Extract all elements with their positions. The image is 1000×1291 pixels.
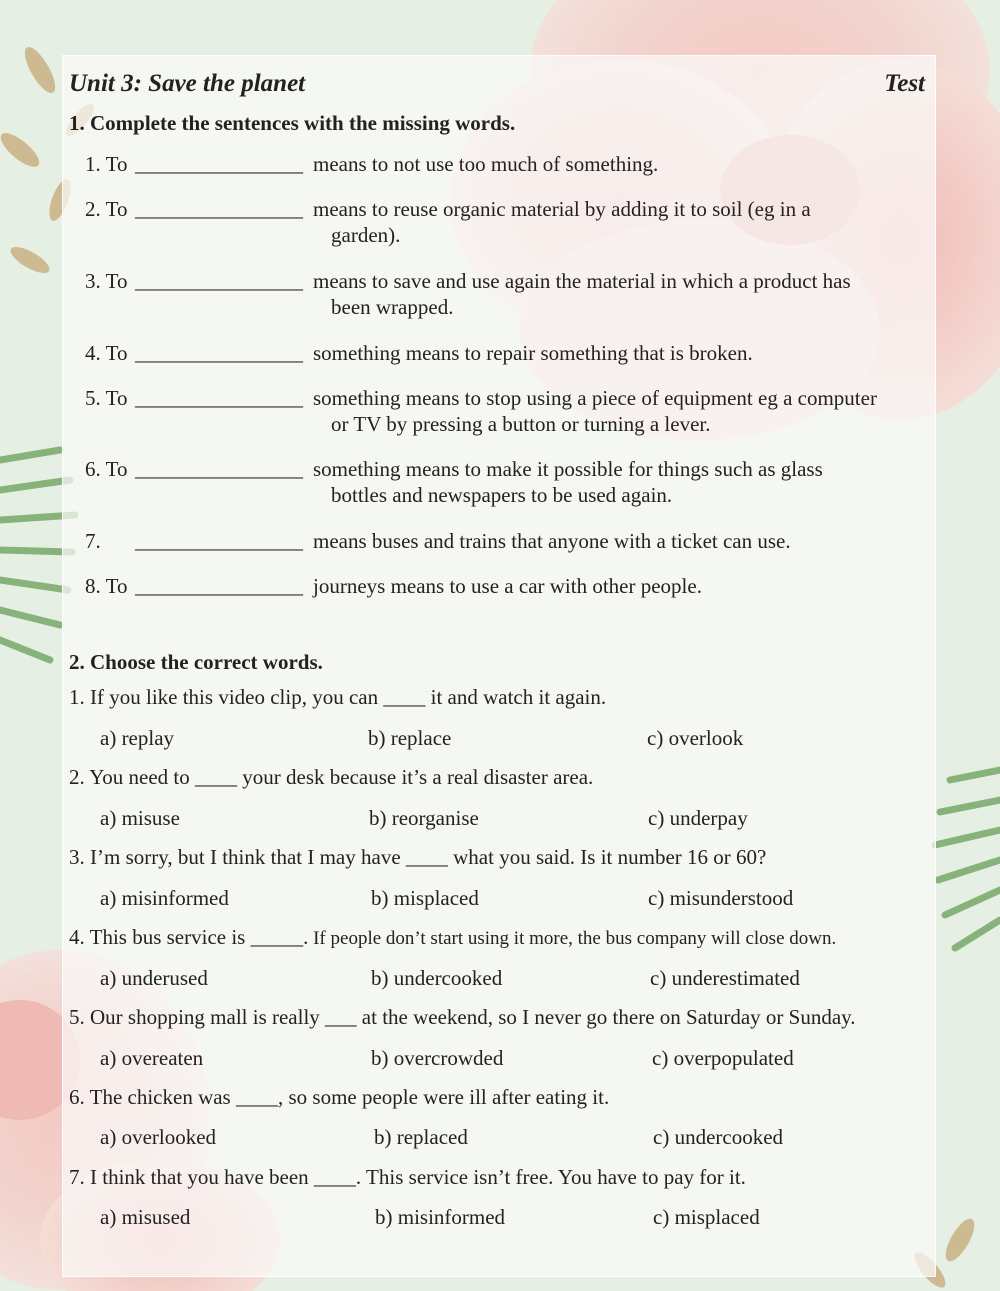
sentence-number: 4. To bbox=[85, 341, 128, 365]
sentence-number: 8. To bbox=[85, 574, 128, 598]
question-text: 5. Our shopping mall is really ___ at the weekend, so I never go there on Saturday or Sunday. bbox=[69, 1005, 856, 1029]
answer-blank[interactable]: ________________ bbox=[135, 457, 303, 481]
sentence-text: journeys means to use a car with other people. bbox=[313, 574, 702, 598]
question-stem-continuation: If people don’t start using it more, the bus company will close down. bbox=[308, 928, 837, 949]
sentence-number: 7. bbox=[85, 529, 101, 553]
sentence-text: means to save and use again the material in which a product has bbox=[313, 269, 851, 293]
option-c[interactable]: c) misplaced bbox=[653, 1205, 760, 1229]
answer-blank[interactable]: ________________ bbox=[135, 386, 303, 410]
sentence-continuation: bottles and newspapers to be used again. bbox=[331, 483, 673, 507]
option-c[interactable]: c) misunderstood bbox=[648, 886, 794, 910]
option-a[interactable]: a) underused bbox=[100, 966, 208, 990]
sentence-text: means to not use too much of something. bbox=[313, 152, 659, 176]
option-a[interactable]: a) overlooked bbox=[100, 1125, 217, 1149]
sentence-text: something means to make it possible for things such as glass bbox=[313, 457, 823, 481]
option-a[interactable]: a) misused bbox=[100, 1205, 191, 1229]
option-b[interactable]: b) undercooked bbox=[371, 966, 503, 990]
option-a[interactable]: a) overeaten bbox=[100, 1046, 204, 1070]
sentence-number: 6. To bbox=[85, 457, 128, 481]
option-c[interactable]: c) undercooked bbox=[653, 1125, 784, 1149]
option-b[interactable]: b) misinformed bbox=[375, 1205, 506, 1229]
question-text bbox=[69, 925, 836, 950]
section2-heading: 2. Choose the correct words. bbox=[69, 650, 323, 674]
sentence-text: means buses and trains that anyone with a ticket can use. bbox=[313, 529, 791, 553]
sentence-continuation: been wrapped. bbox=[331, 295, 454, 319]
option-a[interactable]: a) misuse bbox=[100, 806, 180, 830]
option-b[interactable]: b) replace bbox=[368, 726, 452, 750]
option-c[interactable]: c) overpopulated bbox=[652, 1046, 794, 1070]
question-text: 2. You need to ____ your desk because it’s a real disaster area. bbox=[69, 765, 594, 789]
option-c[interactable]: c) underestimated bbox=[650, 966, 800, 990]
sentence-number: 3. To bbox=[85, 269, 128, 293]
option-c[interactable]: c) overlook bbox=[647, 726, 744, 750]
question-text: 6. The chicken was ____, so some people were ill after eating it. bbox=[69, 1085, 610, 1109]
question-text: 1. If you like this video clip, you can ____ it and watch it again. bbox=[69, 685, 607, 709]
answer-blank[interactable]: ________________ bbox=[135, 529, 303, 553]
option-b[interactable]: b) reorganise bbox=[369, 806, 479, 830]
sentence-number: 2. To bbox=[85, 197, 128, 221]
sentence-text: something means to repair something that is broken. bbox=[313, 341, 753, 365]
sentence-number: 5. To bbox=[85, 386, 128, 410]
option-a[interactable]: a) replay bbox=[100, 726, 175, 750]
option-b[interactable]: b) overcrowded bbox=[371, 1046, 504, 1070]
question-text: 3. I’m sorry, but I think that I may have ____ what you said. Is it number 16 or 60? bbox=[69, 845, 767, 869]
worksheet-title: Unit 3: Save the planet bbox=[69, 70, 306, 97]
sentence-continuation: garden). bbox=[331, 223, 401, 247]
answer-blank[interactable]: ________________ bbox=[135, 574, 303, 598]
question-text: 7. I think that you have been ____. This service isn’t free. You have to pay for it. bbox=[69, 1165, 746, 1189]
sentence-number: 1. To bbox=[85, 152, 128, 176]
section1-heading: 1. Complete the sentences with the missing words. bbox=[69, 111, 516, 135]
option-a[interactable]: a) misinformed bbox=[100, 886, 229, 910]
answer-blank[interactable]: ________________ bbox=[135, 152, 303, 176]
sentence-text: something means to stop using a piece of equipment eg a computer bbox=[313, 386, 877, 410]
answer-blank[interactable]: ________________ bbox=[135, 269, 303, 293]
sentence-continuation: or TV by pressing a button or turning a lever. bbox=[331, 412, 711, 436]
option-c[interactable]: c) underpay bbox=[648, 806, 748, 830]
answer-blank[interactable]: ________________ bbox=[135, 197, 303, 221]
answer-blank[interactable]: ________________ bbox=[135, 341, 303, 365]
option-b[interactable]: b) replaced bbox=[374, 1125, 468, 1149]
option-b[interactable]: b) misplaced bbox=[371, 886, 479, 910]
sentence-text: means to reuse organic material by adding it to soil (eg in a bbox=[313, 197, 811, 221]
worksheet-label: Test bbox=[884, 70, 925, 97]
question-stem: 4. This bus service is _____. bbox=[69, 925, 309, 949]
